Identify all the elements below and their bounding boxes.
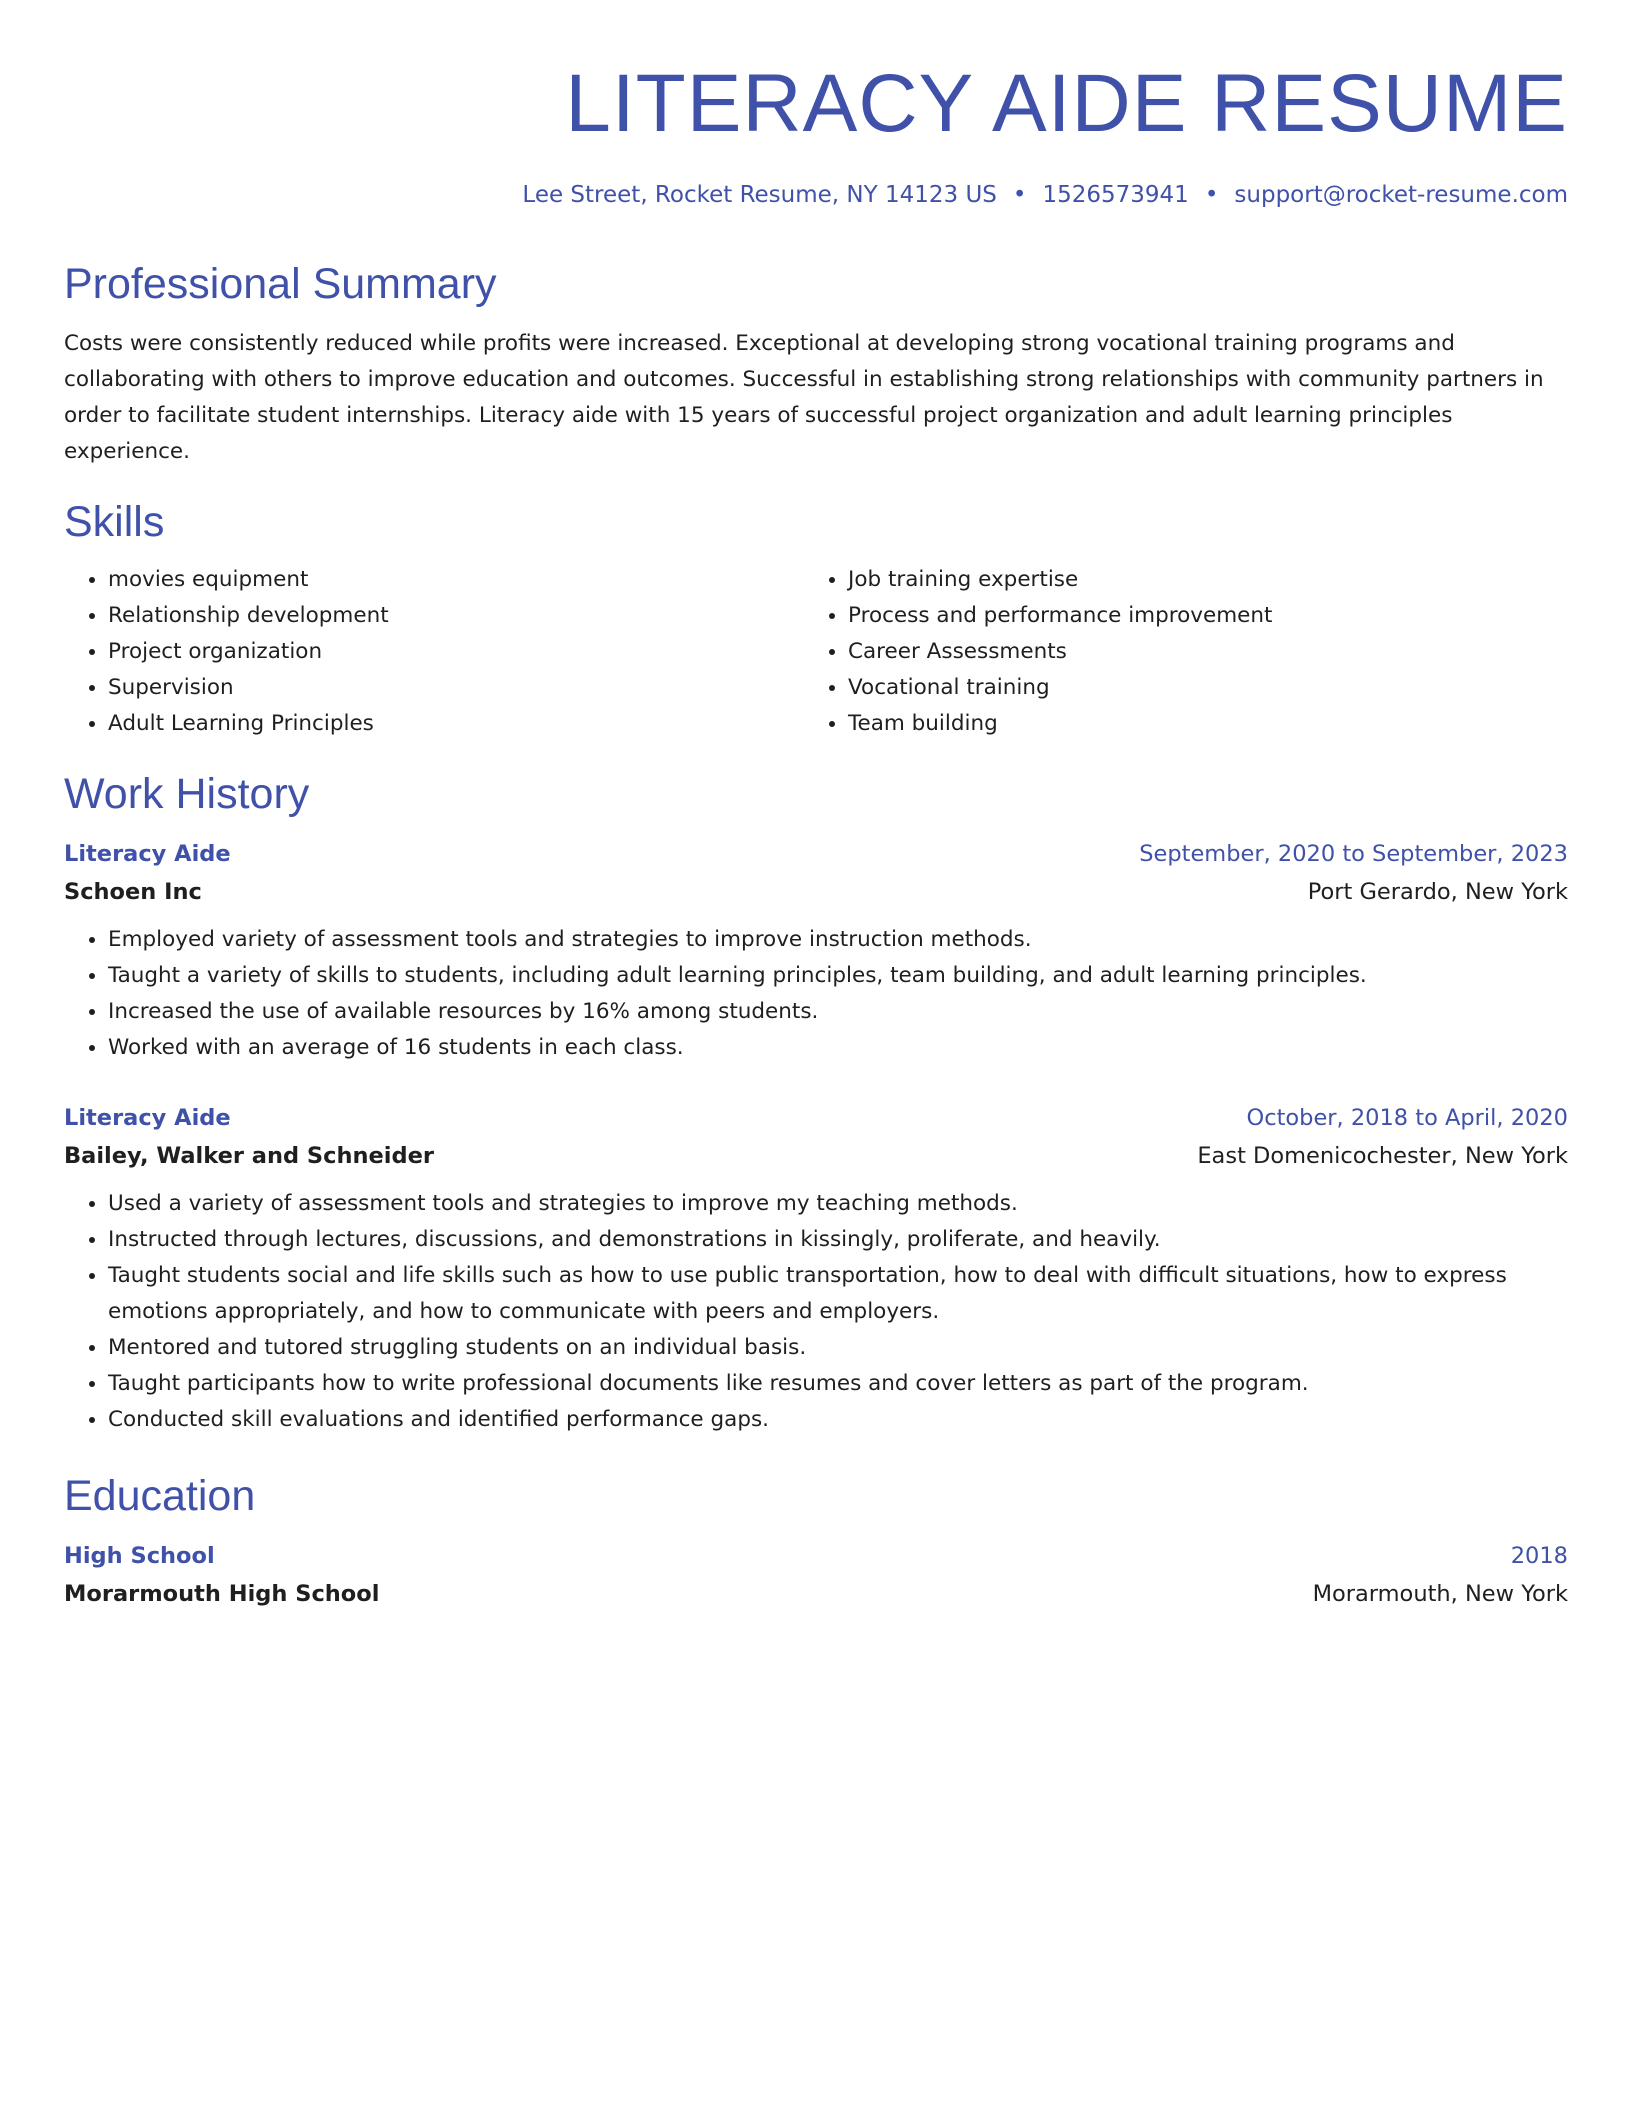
education-school-row [64,1574,1568,1614]
summary-heading: Professional Summary [64,260,497,308]
skills-column-right [804,562,1272,742]
job-bullet: • Taught students social and life skills such as how to use public transportation, how to deal with difficult situations, how to express emotions appropriately, and how to communicate with peers and employers. [108,1258,1568,1330]
job-bullet: • Worked with an average of 16 students in each class. [108,1030,1568,1066]
skill-item: • Supervision [108,670,804,706]
work-history-heading: Work History [64,770,310,818]
job-title: Literacy Aide [64,841,231,867]
education-degree-row [64,1538,1568,1574]
skill-item: • Adult Learning Principles [108,706,804,742]
job-title-row [64,836,1568,872]
skill-item: • Job training expertise [848,562,1272,598]
job-company-row [64,1136,1568,1176]
job-entry [64,836,1568,1066]
job-bullet: • Taught a variety of skills to students, including adult learning principles, team building, and adult learning principles. [108,958,1568,994]
job-company: Schoen Inc [64,879,202,905]
contact-separator: • [1012,182,1027,208]
job-title-row [64,1100,1568,1136]
job-dates: October, 2018 to April, 2020 [1246,1105,1568,1131]
contact-phone: 1526573941 [1042,182,1189,208]
skill-item: • Project organization [108,634,804,670]
contact-address: Lee Street, Rocket Resume, NY 14123 US [522,182,997,208]
education-school: Morarmouth High School [64,1581,380,1607]
summary-text: Costs were consistently reduced while profits were increased. Exceptional at developing strong vocational training programs and collaborating with others to improve education and outcomes. Successful in establishing strong relationships with community partners in order to facilitate student internships. Literacy aide with 15 years of successful project organization and adult learning principles experience. [64,331,1544,464]
skill-item: • Career Assessments [848,634,1272,670]
skill-item: • Team building [848,706,1272,742]
education-heading: Education [64,1472,256,1520]
job-title: Literacy Aide [64,1105,231,1131]
education-degree: High School [64,1543,215,1569]
skill-item: • Relationship development [108,598,804,634]
contact-email: support@rocket-resume.com [1234,182,1568,208]
skills-column-left [64,562,804,742]
job-bullets [64,1186,1568,1438]
skills-list [64,562,1568,742]
skill-item: • movies equipment [108,562,804,598]
education-entry [64,1538,1568,1614]
job-entry [64,1100,1568,1438]
job-bullet: • Taught participants how to write professional documents like resumes and cover letters as part of the program. [108,1366,1568,1402]
job-bullet: • Employed variety of assessment tools and strategies to improve instruction methods. [108,922,1568,958]
job-company-row [64,872,1568,912]
job-bullet: • Instructed through lectures, discussions, and demonstrations in kissingly, proliferate, and heavily. [108,1222,1568,1258]
resume-title: LITERACY AIDE RESUME [565,58,1568,149]
skill-item: • Vocational training [848,670,1272,706]
contact-line [64,180,1568,210]
education-location: Morarmouth, New York [1312,1581,1568,1607]
job-bullet: • Mentored and tutored struggling students on an individual basis. [108,1330,1568,1366]
job-company: Bailey, Walker and Schneider [64,1143,434,1169]
job-dates: September, 2020 to September, 2023 [1139,841,1568,867]
job-bullet: • Conducted skill evaluations and identified performance gaps. [108,1402,1568,1438]
job-location: East Domenicochester, New York [1197,1143,1568,1169]
job-bullet: • Increased the use of available resources by 16% among students. [108,994,1568,1030]
skill-item: • Process and performance improvement [848,598,1272,634]
job-bullets [64,922,1568,1066]
skills-heading: Skills [64,498,165,546]
education-year: 2018 [1510,1543,1568,1569]
contact-separator: • [1204,182,1219,208]
job-bullet: • Used a variety of assessment tools and strategies to improve my teaching methods. [108,1186,1568,1222]
job-location: Port Gerardo, New York [1307,879,1568,905]
